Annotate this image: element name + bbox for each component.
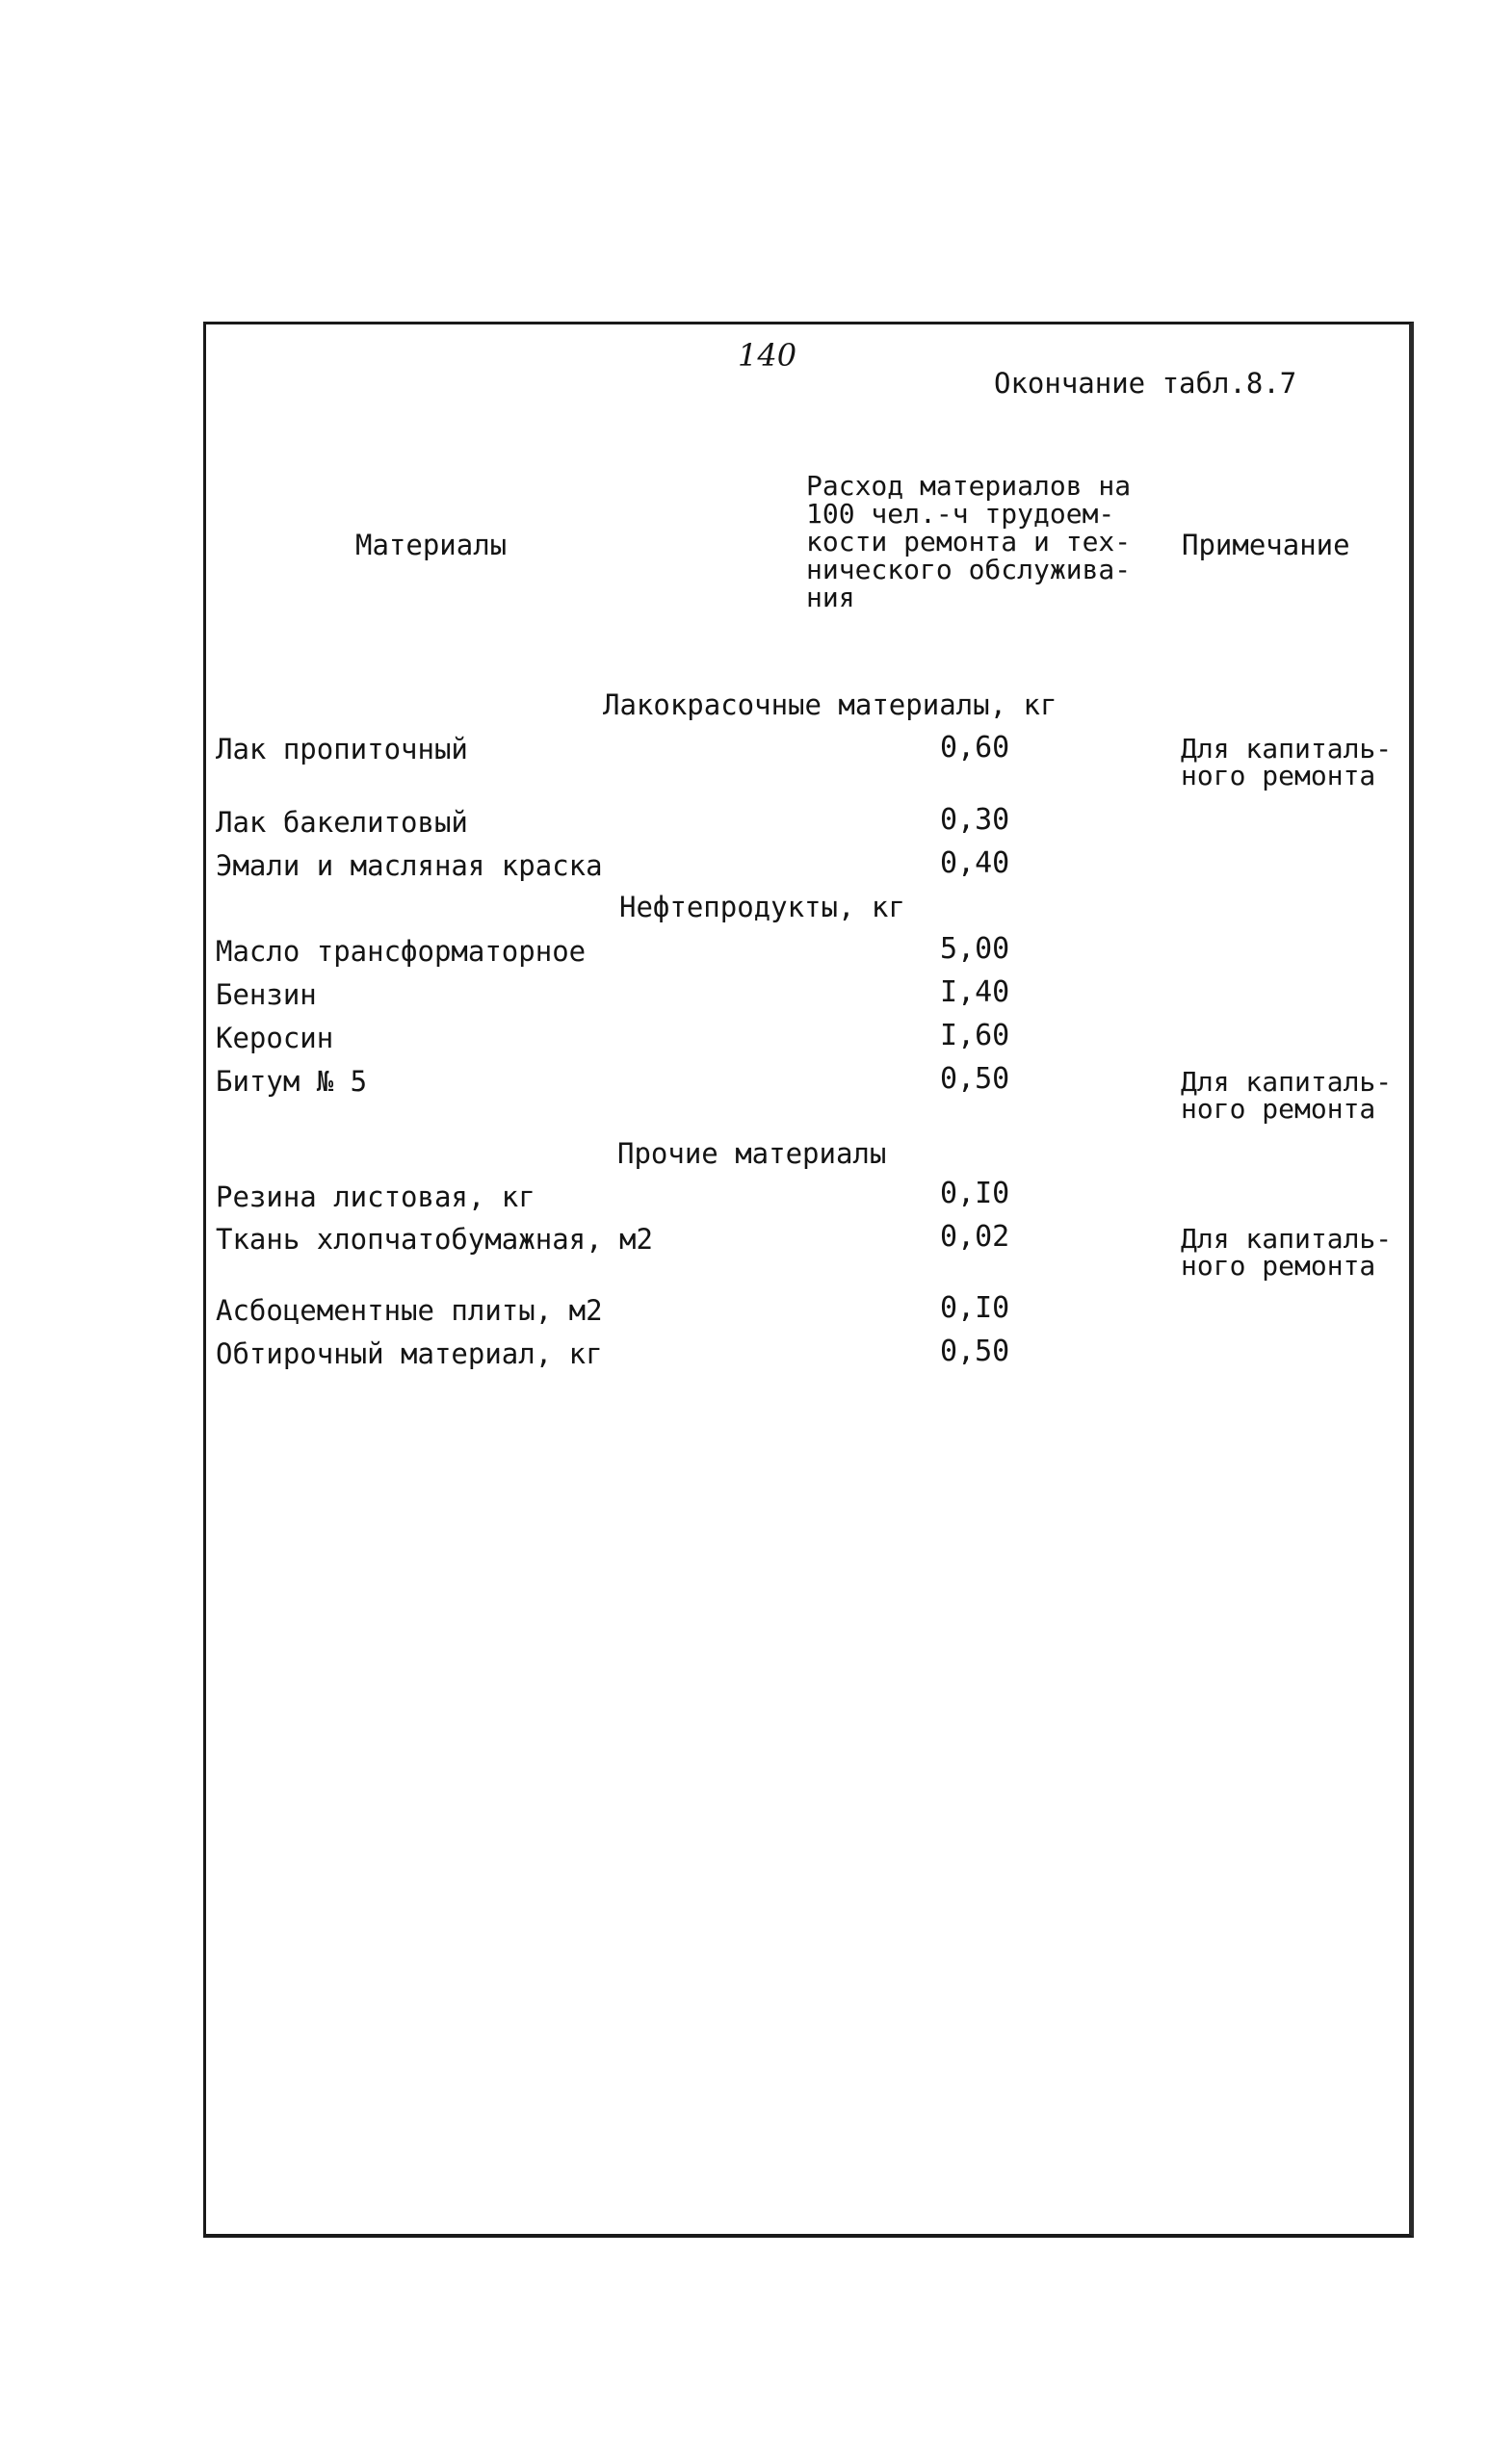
row-value: 0,50 (940, 1062, 1010, 1096)
row-name: Эмали и масляная краска (216, 849, 603, 882)
row-note: Для капиталь- ного ремонта (1181, 733, 1393, 791)
row-value: 0,50 (940, 1335, 1010, 1368)
table-reference: Окончание табл.8.7 (994, 367, 1297, 400)
row-value: 0,02 (940, 1220, 1010, 1254)
row-name: Битум № 5 (216, 1065, 368, 1098)
row-value: 0,40 (940, 846, 1010, 880)
section-title: Лакокрасочные материалы, кг (603, 688, 1057, 721)
row-name: Ткань хлопчатобумажная, м2 (216, 1223, 653, 1256)
header-materials: Материалы (355, 529, 508, 561)
row-name: Асбоцементные плиты, м2 (216, 1294, 603, 1327)
row-value: I,60 (940, 1019, 1010, 1052)
row-value: 0,60 (940, 731, 1010, 765)
row-value: 5,00 (940, 932, 1010, 966)
row-name: Лак бакелитовый (216, 806, 468, 839)
section-title: Прочие материалы (617, 1137, 887, 1170)
header-note: Примечание (1182, 529, 1350, 561)
row-name: Керосин (216, 1022, 334, 1054)
row-name: Лак пропиточный (216, 733, 468, 765)
row-name: Резина листовая, кг (216, 1180, 535, 1213)
row-note: Для капиталь- ного ремонта (1181, 1223, 1393, 1282)
row-value: 0,30 (940, 803, 1010, 837)
row-value: I,40 (940, 975, 1010, 1009)
section-title: Нефтепродукты, кг (619, 891, 905, 923)
row-note: Для капиталь- ного ремонта (1181, 1066, 1393, 1125)
row-name: Бензин (216, 978, 317, 1011)
row-name: Обтирочный материал, кг (216, 1337, 603, 1370)
row-value: 0,I0 (940, 1291, 1010, 1325)
row-name: Масло трансформаторное (216, 935, 587, 968)
header-consumption: Расход материалов на 100 чел.-ч трудоем- кости ремонта и тех- нического обслужива- ния (806, 470, 1132, 613)
row-value: 0,I0 (940, 1177, 1010, 1210)
page-number: 140 (738, 337, 797, 374)
